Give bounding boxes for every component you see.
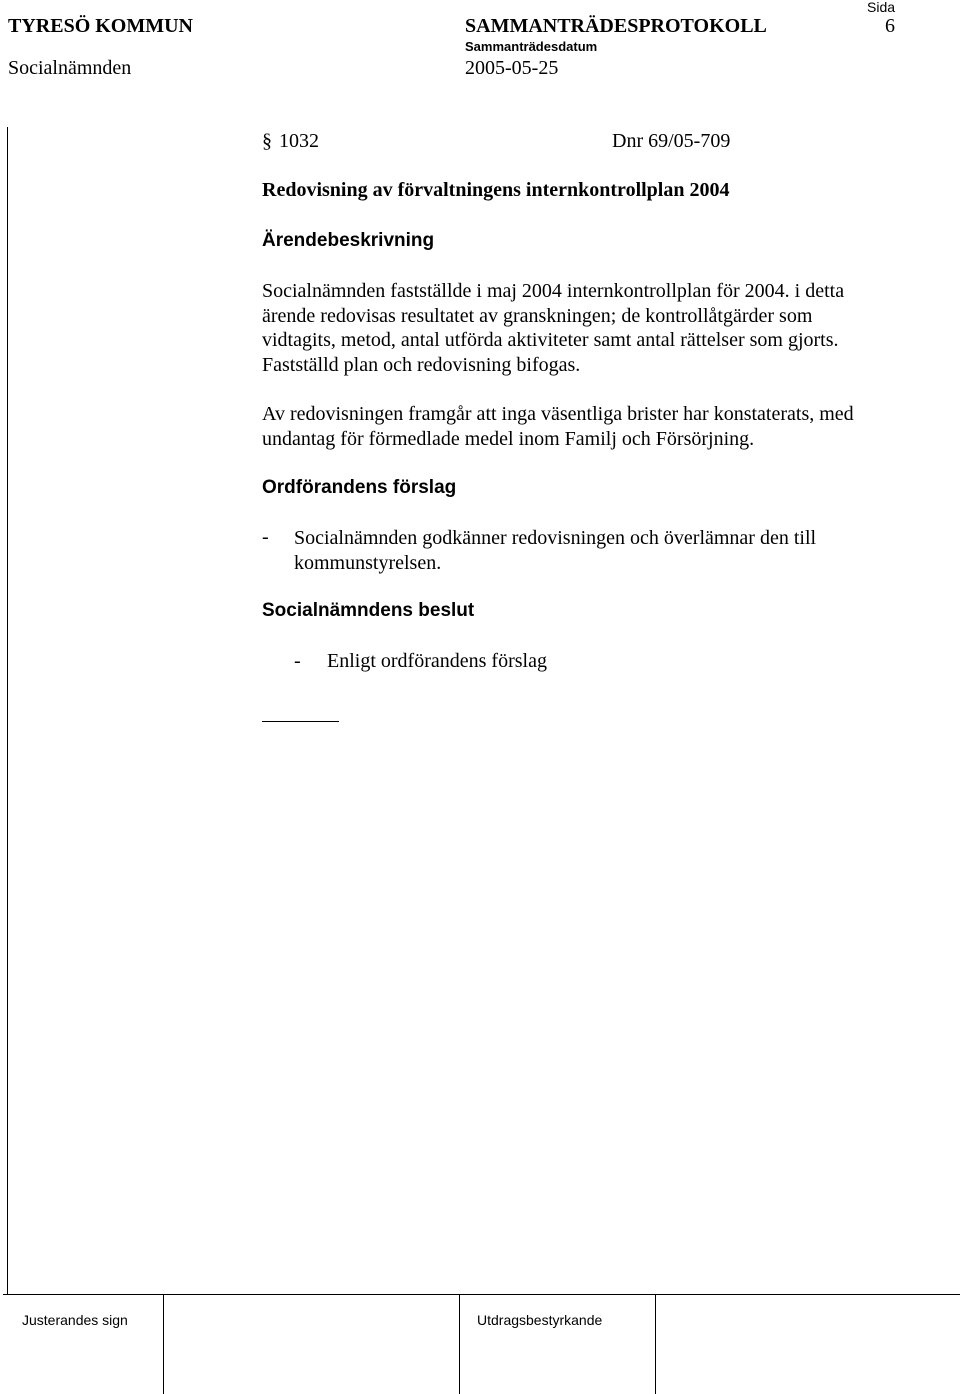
committee-name: Socialnämnden: [8, 57, 132, 79]
text-line: kommunstyrelsen.: [294, 551, 442, 574]
doc-type: SAMMANTRÄDESPROTOKOLL: [465, 15, 767, 37]
proposal-text: [294, 526, 914, 575]
org-name: TYRESÖ KOMMUN: [8, 15, 193, 37]
footer-justerandes-sign: Justerandes sign: [22, 1312, 128, 1328]
text-line: ärende redovisas resultatet av granskningen; de kontrollåtgärder som: [262, 304, 813, 327]
text-line: Socialnämnden godkänner redovisningen och överlämnar den till: [294, 527, 817, 549]
footer-divider-middle: [459, 1294, 460, 1394]
item-number: 1032: [279, 130, 319, 152]
decision-heading: Socialnämndens beslut: [262, 600, 475, 621]
dnr: Dnr 69/05-709: [612, 130, 731, 152]
footer-divider-right: [655, 1294, 656, 1394]
meeting-date: 2005-05-25: [465, 57, 559, 79]
section-symbol: §: [262, 130, 272, 152]
decision-text: Enligt ordförandens förslag: [327, 650, 547, 672]
text-line: Av redovisningen framgår att inga väsentliga brister har konstaterats, med: [262, 403, 854, 425]
text-line: vidtagits, metod, antal utförda aktiviteter samt antal rättelser som gjorts.: [262, 329, 839, 351]
page-number: 6: [885, 15, 895, 37]
date-label: Sammanträdesdatum: [465, 39, 598, 54]
arende-paragraph-2: [262, 402, 912, 451]
proposal-dash: -: [262, 526, 269, 548]
page-label: Sida: [867, 0, 896, 15]
separator-rule: [262, 721, 339, 722]
footer-divider-left: [163, 1294, 164, 1394]
text-line: undantag för förmedlade medel inom Familj och Försörjning.: [262, 427, 755, 450]
proposal-heading: Ordförandens förslag: [262, 477, 457, 498]
arende-heading: Ärendebeskrivning: [262, 230, 435, 251]
footer-rule: [3, 1294, 960, 1295]
decision-dash: -: [294, 650, 301, 672]
arende-paragraph-1: [262, 279, 912, 377]
item-title: Redovisning av förvaltningens internkontrollplan 2004: [262, 179, 730, 201]
text-line: Fastställd plan och redovisning bifogas.: [262, 353, 581, 376]
footer-utdragsbestyrkande: Utdragsbestyrkande: [477, 1312, 603, 1328]
left-margin-rule: [7, 127, 8, 1294]
text-line: Socialnämnden fastställde i maj 2004 internkontrollplan för 2004. i detta: [262, 280, 845, 302]
